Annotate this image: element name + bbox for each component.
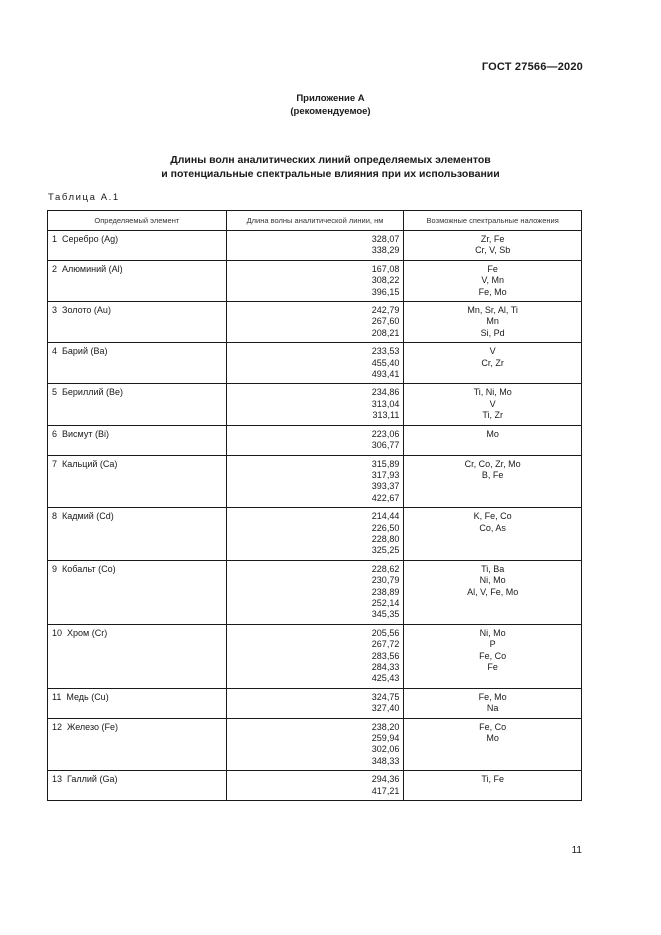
wavelength-value: 345,35 (371, 609, 400, 620)
overlap-value: Ti, Ni, Mo (473, 387, 512, 398)
overlap-value: Si, Pd (480, 327, 505, 338)
element-cell: 9 Кобальт (Co) (48, 560, 227, 624)
table-row (48, 343, 582, 384)
overlaps-cell (404, 718, 582, 771)
element-cell: 1 Серебро (Ag) (48, 231, 227, 261)
table-header-row (48, 211, 582, 231)
wavelength-cell (226, 384, 404, 425)
overlaps-cell (404, 688, 582, 718)
element-cell: 2 Алюминий (Al) (48, 260, 227, 301)
overlap-value: Mo (486, 428, 499, 439)
table-caption: Таблица А.1 (48, 192, 120, 203)
appendix-heading (0, 92, 661, 118)
element-cell: 12 Железо (Fe) (48, 718, 227, 771)
wavelength-value: 302,06 (371, 744, 400, 755)
title-line-1: Длины волн аналитических линий определяемых элементов (170, 154, 491, 166)
wavelength-value: 167,08 (371, 263, 400, 274)
table-row (48, 384, 582, 425)
overlap-value: Mn, Sr, Al, Ti (467, 305, 518, 316)
header-element: Определяемый элемент (48, 211, 227, 231)
overlap-value: P (489, 639, 496, 650)
overlap-value: Ti, Ba (481, 563, 505, 574)
overlaps-cell (404, 302, 582, 343)
wavelength-cell (226, 624, 404, 688)
overlap-value: Fe, Co (479, 650, 507, 661)
wavelength-value: 208,21 (371, 327, 400, 338)
page-number: 11 (571, 845, 582, 856)
overlaps-cell (404, 624, 582, 688)
table-row (48, 260, 582, 301)
wavelength-value: 313,04 (371, 398, 400, 409)
wavelength-cell (226, 455, 404, 508)
wavelength-cell (226, 718, 404, 771)
wavelength-value: 425,43 (371, 673, 400, 684)
wavelength-value: 315,89 (371, 458, 400, 469)
table-row (48, 231, 582, 261)
wavelength-value: 242,79 (371, 305, 400, 316)
wavelength-value: 396,15 (371, 286, 400, 297)
wavelength-cell (226, 260, 404, 301)
wavelength-value: 493,41 (371, 369, 400, 380)
wavelength-value: 233,53 (371, 346, 400, 357)
overlap-value: Fe, Mo (478, 691, 507, 702)
wavelength-cell (226, 343, 404, 384)
wavelength-value: 306,77 (371, 440, 400, 451)
wavelength-value: 417,21 (371, 785, 400, 796)
overlap-value: Fe, Co (479, 721, 507, 732)
overlaps-cell (404, 343, 582, 384)
table-row (48, 624, 582, 688)
wavelength-cell (226, 771, 404, 801)
overlap-value: Co, As (479, 522, 506, 533)
table-row (48, 718, 582, 771)
element-cell: 7 Кальций (Ca) (48, 455, 227, 508)
document-id: ГОСТ 27566—2020 (481, 61, 583, 73)
wavelength-value: 205,56 (371, 627, 400, 638)
overlap-value: Ti, Fe (481, 774, 504, 785)
wavelength-value: 294,36 (371, 774, 400, 785)
wavelength-table (47, 210, 582, 801)
overlap-value: Mo (486, 733, 499, 744)
wavelength-value: 324,75 (371, 691, 400, 702)
overlap-value: V (489, 398, 496, 409)
table-row (48, 560, 582, 624)
overlap-value: Fe, Mo (478, 286, 507, 297)
element-cell: 10 Хром (Cr) (48, 624, 227, 688)
element-cell: 8 Кадмий (Cd) (48, 508, 227, 561)
appendix-title: Приложение А (296, 93, 365, 104)
wavelength-value: 327,40 (371, 703, 400, 714)
overlaps-cell (404, 560, 582, 624)
table-row (48, 425, 582, 455)
overlap-value: Al, V, Fe, Mo (467, 586, 519, 597)
overlap-value: Cr, Zr (481, 357, 504, 368)
document-title (0, 153, 661, 181)
overlap-value: Fe (487, 263, 498, 274)
wavelength-value: 393,37 (371, 481, 400, 492)
wavelength-value: 422,67 (371, 492, 400, 503)
wavelength-cell (226, 231, 404, 261)
overlap-value: Ni, Mo (479, 575, 506, 586)
wavelength-value: 226,50 (371, 522, 400, 533)
element-cell: 13 Галлий (Ga) (48, 771, 227, 801)
overlap-value: Fe (487, 662, 498, 672)
element-cell: 6 Висмут (Bi) (48, 425, 227, 455)
wavelength-value: 455,40 (371, 357, 400, 368)
overlap-value: Ti, Zr (482, 410, 503, 421)
wavelength-value: 214,44 (371, 511, 400, 522)
wavelength-value: 328,07 (371, 234, 400, 244)
header-wavelength: Длина волны аналитической линии, нм (226, 211, 404, 231)
table-row (48, 302, 582, 343)
table-row (48, 771, 582, 801)
appendix-subtitle: (рекомендуемое) (290, 106, 371, 117)
overlap-value: Na (486, 703, 499, 714)
overlap-value: Ni, Mo (479, 627, 506, 638)
wavelength-cell (226, 302, 404, 343)
overlap-value: K, Fe, Co (473, 511, 512, 522)
wavelength-value: 284,33 (371, 662, 400, 672)
overlap-value: B, Fe (481, 469, 504, 480)
overlap-value: Cr, Co, Zr, Mo (464, 458, 521, 469)
wavelength-cell (226, 560, 404, 624)
wavelength-value: 228,80 (371, 533, 400, 544)
element-cell: 11 Медь (Cu) (48, 688, 227, 718)
wavelength-value: 267,72 (371, 639, 400, 650)
table-row (48, 508, 582, 561)
wavelength-value: 259,94 (371, 733, 400, 744)
overlaps-cell (404, 260, 582, 301)
element-cell: 5 Бериллий (Be) (48, 384, 227, 425)
wavelength-cell (226, 425, 404, 455)
element-cell: 4 Барий (Ba) (48, 343, 227, 384)
overlaps-cell (404, 771, 582, 801)
table-body (48, 231, 582, 801)
overlaps-cell (404, 508, 582, 561)
overlaps-cell (404, 425, 582, 455)
overlaps-cell (404, 384, 582, 425)
wavelength-cell (226, 688, 404, 718)
overlap-value: Mn (486, 316, 499, 327)
wavelength-value: 234,86 (371, 387, 400, 398)
wavelength-value: 228,62 (371, 563, 400, 574)
wavelength-value: 317,93 (371, 469, 400, 480)
wavelength-value: 230,79 (371, 575, 400, 586)
wavelength-value: 223,06 (371, 428, 400, 439)
element-cell: 3 Золото (Au) (48, 302, 227, 343)
wavelength-value: 338,29 (371, 245, 400, 256)
overlap-value: Zr, Fe (480, 234, 505, 244)
wavelength-value: 238,20 (371, 721, 400, 732)
overlap-value: V (489, 346, 496, 357)
overlaps-cell (404, 231, 582, 261)
wavelength-value: 238,89 (371, 586, 400, 597)
table-row (48, 455, 582, 508)
header-overlaps: Возможные спектральные наложения (404, 211, 582, 231)
wavelength-value: 325,25 (371, 545, 400, 556)
title-line-2: и потенциальные спектральные влияния при их использовании (161, 168, 500, 180)
wavelength-value: 252,14 (371, 597, 400, 608)
wavelength-value: 348,33 (371, 755, 400, 766)
wavelength-value: 283,56 (371, 650, 400, 661)
overlaps-cell (404, 455, 582, 508)
wavelength-value: 267,60 (371, 316, 400, 327)
wavelength-cell (226, 508, 404, 561)
wavelength-value: 308,22 (371, 275, 400, 286)
overlap-value: Cr, V, Sb (475, 245, 511, 256)
table-row (48, 688, 582, 718)
wavelength-value: 313,11 (372, 410, 400, 421)
overlap-value: V, Mn (481, 275, 504, 286)
